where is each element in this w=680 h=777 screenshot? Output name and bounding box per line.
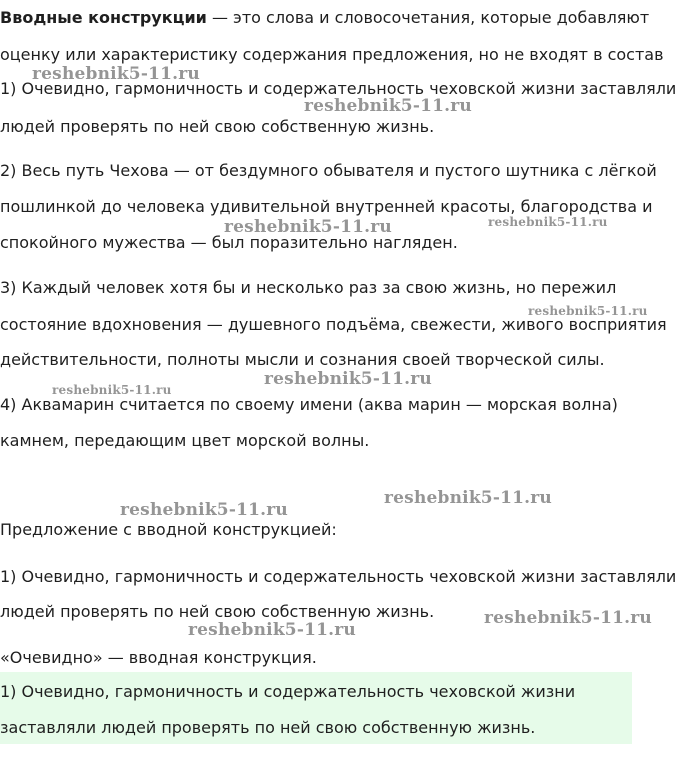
sentence-4-line-1: 4) Аквамарин считается по своему имени (аква марин — морская волна): [0, 395, 618, 414]
watermark: reshebnik5-11.ru: [52, 383, 172, 397]
sentence-3-line-2: состояние вдохновения — душевного подъёма, свежести, живого восприятия: [0, 315, 667, 334]
answer-explanation: «Очевидно» — вводная конструкция.: [0, 648, 317, 667]
watermark: reshebnik5-11.ru: [484, 608, 652, 628]
sentence-2-line-1: 2) Весь путь Чехова — от бездумного обывателя и пустого шутника с лёгкой: [0, 161, 657, 180]
watermark: reshebnik5-11.ru: [188, 620, 356, 640]
sentence-2-line-3: спокойного мужества — был поразительно нагляден.: [0, 233, 458, 252]
watermark: reshebnik5-11.ru: [304, 96, 472, 116]
sentence-4-line-2: камнем, передающим цвет морской волны.: [0, 431, 370, 450]
answer-line-2: людей проверять по ней свою собственную жизнь.: [0, 602, 435, 621]
answer-line-1: 1) Очевидно, гармоничность и содержательность чеховской жизни заставляли: [0, 567, 677, 586]
definition-line-2: оценку или характеристику содержания предложения, но не входят в состав: [0, 45, 664, 64]
definition-term: Вводные конструкции: [0, 8, 207, 27]
watermark: reshebnik5-11.ru: [528, 304, 648, 318]
watermark: reshebnik5-11.ru: [224, 217, 392, 237]
watermark: reshebnik5-11.ru: [120, 500, 288, 520]
highlighted-line-2: заставляли людей проверять по ней свою собственную жизнь.: [0, 718, 536, 737]
sentence-1-line-1: 1) Очевидно, гармоничность и содержательность чеховской жизни заставляли: [0, 79, 677, 98]
definition-text-1: — это слова и словосочетания, которые добавляют: [206, 8, 650, 27]
sentence-3-line-3: действительности, полноты мысли и сознания своей творческой силы.: [0, 350, 605, 369]
answer-heading: Предложение с вводной конструкцией:: [0, 520, 337, 539]
watermark: reshebnik5-11.ru: [264, 369, 432, 389]
definition-line-1: [0, 8, 649, 28]
highlighted-line-1: 1) Очевидно, гармоничность и содержательность чеховской жизни: [0, 682, 576, 701]
watermark: reshebnik5-11.ru: [488, 215, 608, 229]
watermark: reshebnik5-11.ru: [384, 488, 552, 508]
watermark: reshebnik5-11.ru: [32, 64, 200, 84]
sentence-1-line-2: людей проверять по ней свою собственную жизнь.: [0, 117, 435, 136]
sentence-3-line-1: 3) Каждый человек хотя бы и несколько раз за свою жизнь, но пережил: [0, 278, 617, 297]
sentence-2-line-2: пошлинкой до человека удивительной внутренней красоты, благородства и: [0, 197, 653, 216]
